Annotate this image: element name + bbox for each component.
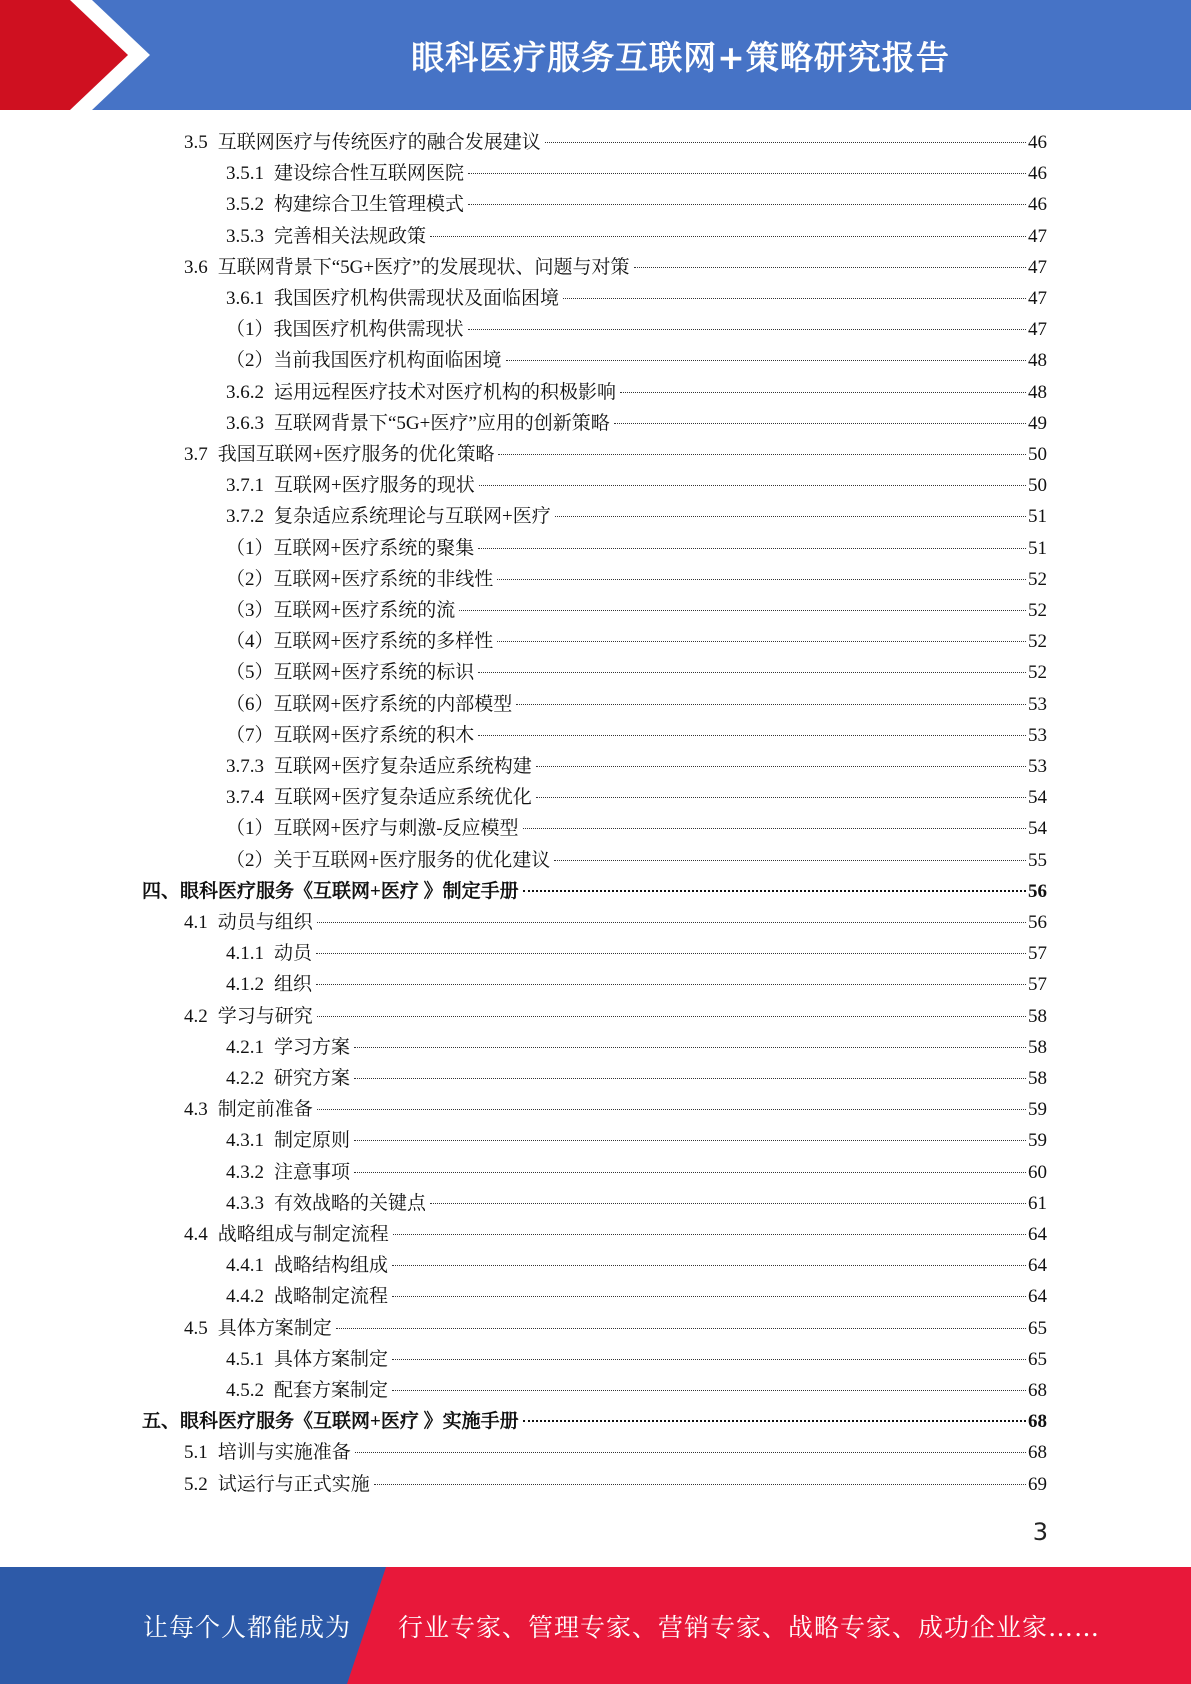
toc-dot-leader: [459, 610, 1026, 611]
toc-entry-page: 58: [1028, 1068, 1047, 1089]
toc-entry[interactable]: [142, 876, 1047, 907]
toc-entry-page: 47: [1028, 256, 1047, 278]
toc-entry-page: 52: [1028, 600, 1047, 621]
toc-entry-number: 3.5.3: [226, 225, 264, 247]
toc-entry[interactable]: [226, 845, 1047, 876]
toc-entry-page: 54: [1028, 787, 1047, 809]
toc-entry[interactable]: [226, 1281, 1047, 1312]
toc-entry-page: 58: [1028, 1036, 1047, 1058]
toc-entry-number: 3.7.2: [226, 506, 264, 528]
toc-entry[interactable]: [226, 377, 1047, 408]
toc-entry-title: 构建综合卫生管理模式: [274, 194, 465, 216]
toc-entry[interactable]: [226, 1375, 1047, 1406]
toc-dot-leader: [555, 516, 1026, 517]
toc-entry[interactable]: [226, 283, 1047, 314]
page-number: 3: [1032, 1518, 1048, 1546]
toc-entry-title: （7）互联网+医疗系统的积木: [226, 724, 475, 746]
toc-dot-leader: [430, 1203, 1026, 1204]
toc-entry-title: 动员与组织: [217, 912, 313, 933]
toc-entry-page: 51: [1028, 537, 1047, 559]
toc-entry-title: （5）互联网+医疗系统的标识: [226, 662, 475, 684]
toc-dot-leader: [479, 485, 1026, 486]
toc-entry-number: 3.6: [184, 256, 208, 278]
toc-entry-number: 4.1: [184, 912, 208, 933]
toc-dot-leader: [523, 828, 1026, 829]
toc-dot-leader: [374, 1484, 1026, 1485]
toc-entry[interactable]: [184, 127, 1047, 158]
toc-dot-leader: [336, 1328, 1026, 1329]
toc-entry-number: 4.4.1: [226, 1255, 264, 1277]
toc-entry-title: 我国医疗机构供需现状及面临困境: [274, 288, 560, 309]
toc-entry-page: 61: [1028, 1192, 1047, 1214]
toc-entry-page: 64: [1028, 1224, 1047, 1245]
toc-dot-leader: [430, 236, 1026, 237]
toc-entry-page: 47: [1028, 288, 1047, 309]
toc-dot-leader: [392, 1296, 1026, 1297]
toc-dot-leader: [634, 267, 1026, 268]
toc-entry-page: 53: [1028, 724, 1047, 746]
toc-entry-page: 68: [1028, 1442, 1047, 1464]
toc-entry[interactable]: [226, 533, 1047, 564]
toc-entry-page: 49: [1028, 412, 1047, 434]
toc-entry[interactable]: [226, 1063, 1047, 1094]
toc-entry-page: 64: [1028, 1255, 1047, 1277]
toc-entry[interactable]: [226, 1157, 1047, 1188]
toc-dot-leader: [498, 454, 1026, 455]
toc-entry-title: 我国互联网+医疗服务的优化策略: [217, 444, 495, 465]
toc-entry[interactable]: [226, 720, 1047, 751]
toc-dot-leader: [497, 579, 1026, 580]
toc-dot-leader: [316, 984, 1026, 985]
toc-dot-leader: [497, 641, 1026, 642]
toc-dot-leader: [478, 548, 1026, 549]
toc-entry-page: 50: [1028, 475, 1047, 497]
toc-entry-number: 4.2.1: [226, 1036, 264, 1058]
toc-entry-number: 3.6.3: [226, 412, 264, 434]
toc-entry-title: 互联网+医疗服务的现状: [274, 475, 475, 497]
toc-entry[interactable]: [184, 252, 1047, 283]
toc-dot-leader: [317, 1016, 1026, 1017]
toc-entry-number: 3.7.3: [226, 756, 264, 777]
toc-entry[interactable]: [226, 1032, 1047, 1063]
toc-entry[interactable]: [226, 221, 1047, 252]
toc-dot-leader: [392, 1390, 1026, 1391]
toc-entry-page: 52: [1028, 662, 1047, 684]
toc-dot-leader: [554, 860, 1026, 861]
toc-entry-page: 46: [1028, 163, 1047, 185]
toc-dot-leader: [317, 1109, 1026, 1110]
toc-entry-page: 60: [1028, 1161, 1047, 1183]
toc-entry[interactable]: [184, 1313, 1047, 1344]
toc-entry-title: 具体方案制定: [274, 1348, 389, 1370]
toc-entry[interactable]: [184, 1094, 1047, 1125]
toc-entry[interactable]: [226, 189, 1047, 220]
toc-entry[interactable]: [226, 751, 1047, 782]
footer-slogan-left: 让每个人都能成为: [143, 1612, 352, 1642]
toc-entry-title: 互联网+医疗复杂适应系统优化: [274, 787, 532, 809]
toc-entry-title: 培训与实施准备: [217, 1442, 351, 1464]
toc-dot-leader: [355, 1452, 1026, 1453]
toc-dot-leader: [506, 360, 1026, 361]
page-footer: [0, 1567, 1191, 1684]
toc-entry-title: 四、眼科医疗服务《互联网+医疗 》制定手册: [142, 880, 519, 902]
toc-entry[interactable]: [226, 1250, 1047, 1281]
toc-dot-leader: [316, 953, 1026, 954]
toc-entry-page: 47: [1028, 319, 1047, 341]
toc-entry[interactable]: [226, 408, 1047, 439]
toc-entry[interactable]: [226, 564, 1047, 595]
toc-entry-title: 学习与研究: [217, 1005, 313, 1027]
toc-entry-title: 具体方案制定: [217, 1317, 332, 1339]
toc-entry-number: 3.7: [184, 444, 208, 465]
toc-entry-number: 4.4: [184, 1224, 208, 1245]
toc-entry-title: 互联网医疗与传统医疗的融合发展建议: [217, 132, 541, 153]
toc-entry[interactable]: [184, 1437, 1047, 1468]
toc-dot-leader: [614, 423, 1026, 424]
toc-entry[interactable]: [226, 813, 1047, 844]
toc-entry-page: 52: [1028, 568, 1047, 590]
toc-dot-leader: [354, 1078, 1026, 1079]
toc-entry-number: 3.7.1: [226, 475, 264, 497]
toc-entry-number: 4.5.1: [226, 1348, 264, 1370]
toc-dot-leader: [393, 1234, 1026, 1235]
toc-entry-page: 56: [1028, 880, 1047, 902]
toc-entry-number: 4.3.2: [226, 1161, 264, 1183]
toc-entry-page: 57: [1028, 974, 1047, 996]
toc-entry-number: 3.5.2: [226, 194, 264, 216]
toc-entry-number: 3.5: [184, 132, 208, 153]
toc-entry-number: 5.1: [184, 1442, 208, 1464]
toc-dot-leader: [536, 766, 1026, 767]
toc-entry-title: 有效战略的关键点: [274, 1192, 427, 1214]
toc-dot-leader: [516, 704, 1026, 705]
toc-entry-number: 4.3.3: [226, 1192, 264, 1214]
toc-entry-page: 53: [1028, 693, 1047, 715]
toc-entry-number: 4.1.2: [226, 974, 264, 996]
toc-entry[interactable]: [226, 595, 1047, 626]
toc-entry-title: 完善相关法规政策: [274, 225, 427, 247]
toc-entry[interactable]: [226, 626, 1047, 657]
toc-entry-number: 4.2.2: [226, 1068, 264, 1089]
toc-entry-page: 47: [1028, 225, 1047, 247]
toc-entry-page: 51: [1028, 506, 1047, 528]
toc-entry-title: 互联网+医疗复杂适应系统构建: [274, 756, 532, 777]
toc-entry-page: 57: [1028, 943, 1047, 965]
toc-entry-title: 互联网背景下“5G+医疗”应用的创新策略: [274, 412, 610, 434]
toc-entry-page: 64: [1028, 1286, 1047, 1308]
toc-entry-number: 3.7.4: [226, 787, 264, 809]
toc-entry[interactable]: [226, 657, 1047, 688]
toc-entry-title: 学习方案: [274, 1036, 351, 1058]
toc-dot-leader: [468, 204, 1026, 205]
toc-dot-leader: [354, 1047, 1026, 1048]
toc-entry[interactable]: [184, 439, 1047, 470]
toc-entry[interactable]: [226, 314, 1047, 345]
toc-entry-title: 制定前准备: [217, 1099, 313, 1121]
toc-dot-leader: [468, 329, 1026, 330]
toc-entry-page: 48: [1028, 350, 1047, 372]
toc-entry-page: 55: [1028, 849, 1047, 871]
toc-entry-title: 研究方案: [274, 1068, 351, 1089]
toc-entry-title: 战略制定流程: [274, 1286, 389, 1308]
toc-dot-leader: [392, 1359, 1026, 1360]
toc-entry-title: （2）关于互联网+医疗服务的优化建议: [226, 849, 551, 871]
document-title: 眼科医疗服务互联网+策略研究报告: [411, 37, 950, 77]
toc-entry-title: 建设综合性互联网医院: [274, 163, 465, 185]
toc-entry-page: 46: [1028, 132, 1047, 153]
toc-entry-title: 运用远程医疗技术对医疗机构的积极影响: [274, 381, 617, 403]
toc-entry-number: 4.3.1: [226, 1130, 264, 1152]
toc-entry[interactable]: [184, 1219, 1047, 1250]
toc-entry-title: （6）互联网+医疗系统的内部模型: [226, 693, 513, 715]
toc-entry-title: 互联网背景下“5G+医疗”的发展现状、问题与对策: [217, 256, 630, 278]
toc-dot-leader: [523, 1420, 1026, 1422]
toc-entry[interactable]: [226, 938, 1047, 969]
toc-entry-number: 4.4.2: [226, 1286, 264, 1308]
toc-entry-number: 3.6.1: [226, 288, 264, 309]
toc-entry-page: 50: [1028, 444, 1047, 465]
toc-entry-page: 52: [1028, 631, 1047, 653]
footer-slogan-right: 行业专家、管理专家、营销专家、战略专家、成功企业家……: [398, 1612, 1101, 1642]
toc-entry-title: 试运行与正式实施: [217, 1473, 370, 1495]
toc-entry-title: （1）互联网+医疗系统的聚集: [226, 537, 475, 559]
toc-entry-number: 4.2: [184, 1005, 208, 1027]
toc-entry-title: 战略结构组成: [274, 1255, 389, 1277]
toc-entry-page: 56: [1028, 912, 1047, 933]
toc-entry-page: 53: [1028, 756, 1047, 777]
toc-entry-title: （1）互联网+医疗与刺激-反应模型: [226, 818, 519, 840]
toc-entry[interactable]: [226, 158, 1047, 189]
page-header: [0, 0, 1191, 110]
toc-entry-number: 3.5.1: [226, 163, 264, 185]
toc-entry-title: （2）当前我国医疗机构面临困境: [226, 350, 502, 372]
toc-entry-title: （3）互联网+医疗系统的流: [226, 600, 456, 621]
toc-dot-leader: [536, 797, 1026, 798]
toc-entry[interactable]: [226, 501, 1047, 532]
toc-dot-leader: [317, 922, 1026, 923]
toc-entry[interactable]: [184, 1001, 1047, 1032]
toc-entry-title: 制定原则: [274, 1130, 351, 1152]
toc-dot-leader: [392, 1265, 1026, 1266]
toc-dot-leader: [354, 1140, 1026, 1141]
toc-entry-number: 4.1.1: [226, 943, 264, 965]
toc-entry-page: 54: [1028, 818, 1047, 840]
toc-entry-number: 5.2: [184, 1473, 208, 1495]
toc-entry-title: 注意事项: [274, 1161, 351, 1183]
toc-entry-number: 4.5: [184, 1317, 208, 1339]
toc-entry-page: 69: [1028, 1473, 1047, 1495]
toc-entry-page: 59: [1028, 1099, 1047, 1121]
toc-dot-leader: [523, 890, 1026, 892]
toc-dot-leader: [478, 672, 1026, 673]
toc-entry-title: 配套方案制定: [274, 1380, 389, 1401]
toc-entry-page: 59: [1028, 1130, 1047, 1152]
toc-entry[interactable]: [184, 1469, 1047, 1500]
toc-entry-page: 65: [1028, 1317, 1047, 1339]
toc-entry-page: 46: [1028, 194, 1047, 216]
toc-dot-leader: [478, 735, 1026, 736]
toc-entry-title: （1）我国医疗机构供需现状: [226, 319, 464, 341]
toc-entry-number: 4.3: [184, 1099, 208, 1121]
toc-entry[interactable]: [226, 782, 1047, 813]
toc-entry-page: 65: [1028, 1348, 1047, 1370]
toc-dot-leader: [545, 142, 1026, 143]
toc-entry[interactable]: [226, 1125, 1047, 1156]
toc-entry[interactable]: [226, 1344, 1047, 1375]
toc-entry[interactable]: [184, 907, 1047, 938]
toc-entry-title: （4）互联网+医疗系统的多样性: [226, 631, 494, 653]
toc-entry-number: 4.5.2: [226, 1380, 264, 1401]
toc-entry[interactable]: [142, 1406, 1047, 1437]
toc-entry-page: 48: [1028, 381, 1047, 403]
toc-dot-leader: [620, 392, 1026, 393]
toc-entry[interactable]: [226, 1188, 1047, 1219]
toc-dot-leader: [468, 173, 1026, 174]
toc-entry-title: 组织: [274, 974, 313, 996]
toc-entry[interactable]: [226, 345, 1047, 376]
toc-entry-title: 五、眼科医疗服务《互联网+医疗 》实施手册: [142, 1411, 519, 1433]
toc-entry-title: 复杂适应系统理论与互联网+医疗: [274, 506, 551, 528]
toc-entry-title: 动员: [274, 943, 313, 965]
toc-entry[interactable]: [226, 969, 1047, 1000]
toc-entry-page: 58: [1028, 1005, 1047, 1027]
toc-dot-leader: [563, 298, 1026, 299]
toc-entry-number: 3.6.2: [226, 381, 264, 403]
toc-entry[interactable]: [226, 470, 1047, 501]
toc-entry[interactable]: [226, 689, 1047, 720]
toc-entry-page: 68: [1028, 1411, 1047, 1433]
toc-entry-page: 68: [1028, 1380, 1047, 1401]
toc-entry-title: 战略组成与制定流程: [217, 1224, 389, 1245]
toc-entry-title: （2）互联网+医疗系统的非线性: [226, 568, 494, 590]
toc-dot-leader: [354, 1172, 1026, 1173]
